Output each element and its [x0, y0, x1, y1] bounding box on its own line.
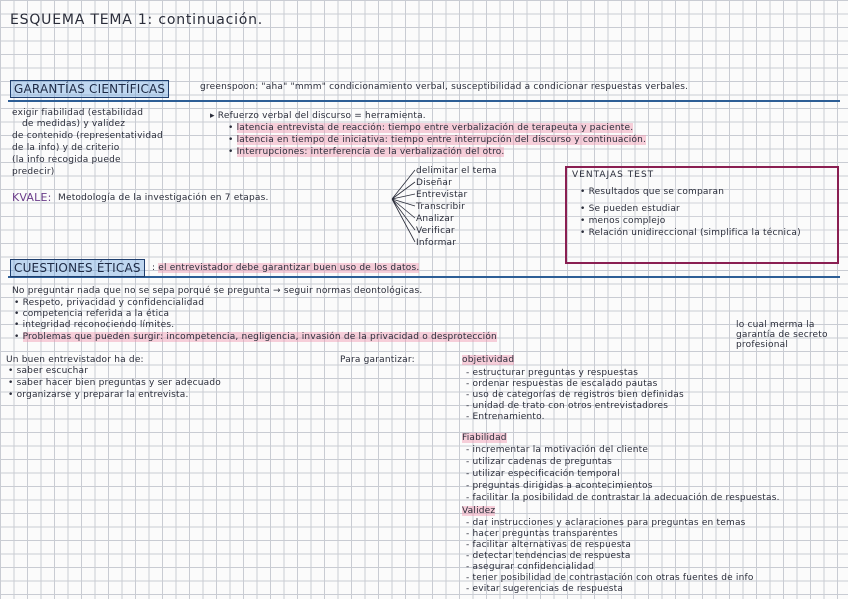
ventajas-item-text: Se pueden estudiar [588, 204, 680, 214]
objetividad-heading: objetividad [462, 355, 515, 365]
objetividad-item-text: Entrenamiento. [472, 412, 545, 422]
fiabilidad-item: - utilizar cadenas de preguntas [466, 457, 613, 467]
eticas-item: • Respeto, privacidad y confidencialidad [14, 298, 205, 308]
fiabilidad-line: de la info) y de criterio [12, 143, 120, 153]
objetividad-item-text: ordenar respuestas de escalado pautas [472, 379, 658, 389]
ventajas-item: • menos complejo [580, 216, 666, 226]
refuerzo-heading: ▸ Refuerzo verbal del discurso = herramienta. [210, 111, 426, 121]
garantias-heading: GARANTÍAS CIENTÍFICAS [10, 80, 169, 98]
objetividad-item-text: estructurar preguntas y respuestas [472, 368, 639, 378]
eticas-item: • competencia referida a la ética [14, 309, 170, 319]
objetividad-item: - unidad de trato con otros entrevistadores [466, 401, 669, 411]
eticas-text-content: el entrevistador debe garantizar buen uso de los datos. [158, 263, 420, 273]
validez-item-text: asegurar confidencialidad [472, 562, 595, 572]
ventajas-item: • Resultados que se comparan [580, 187, 725, 197]
fiabilidad-line: (la info recogida puede [12, 155, 121, 165]
kvale-stage: Diseñar [416, 178, 452, 188]
validez-item-text: evitar sugerencias de respuesta [472, 584, 624, 594]
fiabilidad-item-text: facilitar la posibilidad de contrastar la adecuación de respuestas. [472, 493, 780, 503]
validez-item: - detectar tendencias de respuesta [466, 551, 631, 561]
buen-item-text: saber hacer bien preguntas y ser adecuado [16, 378, 221, 388]
kvale-label: KVALE: [12, 191, 52, 204]
ventajas-item: • Se pueden estudiar [580, 204, 680, 214]
eticas-side-note: lo cual merma la garantía de secreto profesional [736, 320, 828, 350]
fiabilidad-item: - preguntas dirigidas a acontecimientos [466, 481, 653, 491]
fiabilidad-item-text: utilizar cadenas de preguntas [472, 457, 613, 467]
objetividad-item: - estructurar preguntas y respuestas [466, 368, 639, 378]
kvale-text: Metodología de la investigación en 7 etapas. [58, 193, 269, 203]
eticas-item: • Problemas que pueden surgir: incompetencia, negligencia, invasión de la privacidad o desprotección [14, 332, 497, 342]
fiabilidad-line: de medidas) y validez [22, 119, 126, 129]
refuerzo-item: • latencia entrevista de reacción: tiempo entre verbalización de terapeuta y paciente. [228, 123, 634, 133]
buen-item-text: saber escuchar [16, 366, 89, 376]
fiabilidad-line: predecir) [12, 167, 55, 177]
kvale-stage: Informar [416, 238, 457, 248]
kvale-stage: delimitar el tema [416, 166, 497, 176]
validez-item-text: hacer preguntas transparentes [472, 529, 618, 539]
kvale-stage: Transcribir [416, 202, 466, 212]
greenspoon-text: greenspoon: "aha" "mmm" condicionamiento verbal, susceptibilidad a condicionar respuestas verbales. [200, 82, 689, 92]
objetividad-item-text: uso de categorías de registros bien definidas [472, 390, 684, 400]
ventajas-heading: VENTAJAS TEST [572, 170, 655, 180]
kvale-stage: Analizar [416, 214, 454, 224]
fiabilidad-item-text: preguntas dirigidas a acontecimientos [472, 481, 653, 491]
objetividad-item-text: unidad de trato con otros entrevistadores [472, 401, 669, 411]
page-title: ESQUEMA TEMA 1: continuación. [10, 12, 264, 28]
fiabilidad-item-text: utilizar especificación temporal [472, 469, 620, 479]
validez-item-text: dar instrucciones y aclaraciones para preguntas en temas [472, 518, 746, 528]
ventajas-item-text: menos complejo [588, 216, 666, 226]
eticas-text: : el entrevistador debe garantizar buen uso de los datos. [152, 263, 420, 273]
eticas-item: • integridad reconociendo límites. [14, 320, 175, 330]
validez-item: - dar instrucciones y aclaraciones para preguntas en temas [466, 518, 746, 528]
objetividad-item: - ordenar respuestas de escalado pautas [466, 379, 658, 389]
fiabilidad-line: exigir fiabilidad (estabilidad [12, 108, 144, 118]
fiabilidad-item-text: incrementar la motivación del cliente [472, 445, 649, 455]
refuerzo-item-text: Interrupciones: interferencia de la verbalización del otro. [236, 147, 505, 157]
fiabilidad-item: - utilizar especificación temporal [466, 469, 620, 479]
ventajas-box [565, 166, 839, 264]
eticas-heading: CUESTIONES ÉTICAS [10, 259, 145, 277]
kvale-stage: Verificar [416, 226, 455, 236]
validez-item: - evitar sugerencias de respuesta [466, 584, 624, 594]
validez-item-text: facilitar alternativas de respuesta [472, 540, 632, 550]
refuerzo-item: • latencia en tiempo de iniciativa: tiempo entre interrupción del discurso y continuación. [228, 135, 647, 145]
buen-item: • saber hacer bien preguntas y ser adecuado [8, 378, 221, 388]
eticas-item-text: integridad reconociendo límites. [22, 320, 175, 330]
buen-item: • saber escuchar [8, 366, 89, 376]
validez-item: - asegurar confidencialidad [466, 562, 595, 572]
validez-item-text: tener posibilidad de contrastación con otras fuentes de info [472, 573, 754, 583]
validez-item: - tener posibilidad de contrastación con otras fuentes de info [466, 573, 754, 583]
validez-item-text: detectar tendencias de respuesta [472, 551, 631, 561]
no-preguntar: No preguntar nada que no se sepa porqué se pregunta → seguir normas deontológicas. [12, 286, 423, 296]
refuerzo-item-text: latencia en tiempo de iniciativa: tiempo entre interrupción del discurso y continuación. [236, 135, 647, 145]
fiabilidad-line: de contenido (representatividad [12, 131, 163, 141]
ventajas-item: • Relación unidireccional (simplifica la técnica) [580, 228, 801, 238]
kvale-stage: Entrevistar [416, 190, 468, 200]
buen-entrevistador-heading: Un buen entrevistador ha de: [6, 355, 144, 365]
eticas-item-text: competencia referida a la ética [22, 309, 170, 319]
objetividad-item: - Entrenamiento. [466, 412, 545, 422]
fiabilidad-item: - incrementar la motivación del cliente [466, 445, 649, 455]
refuerzo-item: • Interrupciones: interferencia de la verbalización del otro. [228, 147, 505, 157]
ventajas-item-text: Resultados que se comparan [588, 187, 725, 197]
validez-item: - hacer preguntas transparentes [466, 529, 618, 539]
objetividad-item: - uso de categorías de registros bien definidas [466, 390, 684, 400]
fiabilidad-item: - facilitar la posibilidad de contrastar la adecuación de respuestas. [466, 493, 780, 503]
validez-item: - facilitar alternativas de respuesta [466, 540, 632, 550]
eticas-item-text: Problemas que pueden surgir: incompetencia, negligencia, invasión de la privacidad o desprotección [22, 332, 497, 342]
eticas-item-text: Respeto, privacidad y confidencialidad [22, 298, 205, 308]
para-garantizar-label: Para garantizar: [340, 355, 415, 365]
buen-item-text: organizarse y preparar la entrevista. [16, 390, 189, 400]
fiabilidad-heading: Fiabilidad [462, 433, 507, 443]
buen-item: • organizarse y preparar la entrevista. [8, 390, 189, 400]
validez-heading: Validez [462, 506, 496, 516]
refuerzo-item-text: latencia entrevista de reacción: tiempo entre verbalización de terapeuta y paciente. [236, 123, 634, 133]
ventajas-item-text: Relación unidireccional (simplifica la técnica) [588, 228, 801, 238]
